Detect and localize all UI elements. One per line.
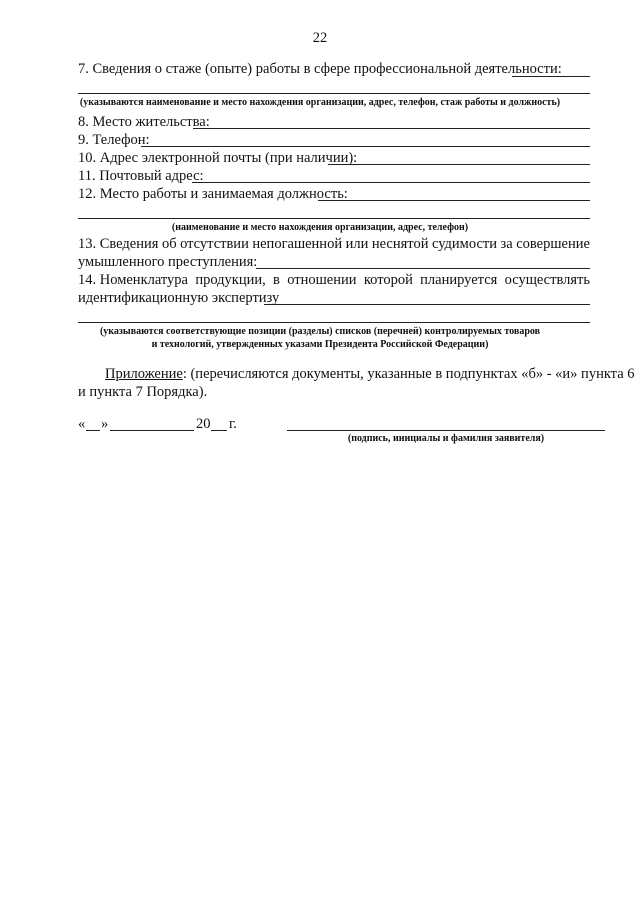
item-14-word: в [273, 272, 280, 288]
signature-field[interactable] [287, 430, 605, 431]
item-12-field-line-2[interactable] [78, 218, 590, 219]
appendix-line-2: и пункта 7 Порядка). [78, 384, 208, 400]
item-14-hint-2: и технологий, утвержденных указами Президента Российской Федерации) [151, 339, 489, 350]
year-prefix: 20 [196, 416, 211, 432]
item-12-field[interactable] [318, 200, 590, 201]
item-14-field[interactable] [264, 304, 590, 305]
item-7-hint: (указываются наименование и место нахождения организации, адрес, телефон, стаж работы и должность) [79, 97, 561, 108]
item-13-word: отсутствии [180, 236, 249, 252]
item-13-word: совершение [516, 236, 590, 252]
appendix-label: Приложение [105, 366, 183, 382]
item-14-word: осуществлять [504, 272, 590, 288]
item-13-word: неснятой [371, 236, 429, 252]
item-14-word: планируется [420, 272, 498, 288]
appendix-text: : (перечисляются документы, указанные в подпунктах «б» - «и» пункта 6 [182, 366, 635, 382]
page-number: 22 [312, 30, 328, 46]
item-7-field-line-2[interactable] [78, 93, 590, 94]
item-14-word: отношении [287, 272, 357, 288]
item-8-label: 8. Место жительства: [78, 114, 210, 130]
item-12-hint: (наименование и место нахождения организации, адрес, телефон) [171, 222, 469, 233]
item-14-line-2: идентификационную экспертизу [78, 290, 280, 306]
item-7-field[interactable] [512, 76, 590, 77]
item-12-label: 12. Место работы и занимаемая должность: [78, 186, 348, 202]
date-day-field[interactable] [86, 430, 100, 431]
date-year-field[interactable] [211, 430, 227, 431]
item-14-word: продукции, [195, 272, 266, 288]
item-13-word: судимости [431, 236, 498, 252]
item-13-word: или [345, 236, 369, 252]
date-month-field[interactable] [110, 430, 194, 431]
item-13-line-2: умышленного преступления: [78, 254, 258, 270]
year-suffix: г. [229, 416, 237, 432]
item-9-label: 9. Телефон: [78, 132, 150, 148]
item-13-field[interactable] [256, 268, 590, 269]
item-13-word: об [161, 236, 177, 252]
item-9-field[interactable] [141, 146, 590, 147]
item-14-word: которой [363, 272, 413, 288]
date-close-quote: » [101, 416, 109, 432]
signature-hint: (подпись, инициалы и фамилия заявителя) [347, 433, 545, 444]
item-14-field-line-2[interactable] [78, 322, 590, 323]
item-13-word: непогашенной [252, 236, 343, 252]
item-13-word: 13. Сведения [78, 236, 159, 252]
item-10-field[interactable] [328, 164, 590, 165]
item-14-line-1 [78, 272, 590, 288]
item-13-line-1 [78, 236, 590, 252]
item-14-word: 14. Номенклатура [78, 272, 188, 288]
item-13-word: за [500, 236, 513, 252]
item-14-hint-1: (указываются соответствующие позиции (разделы) списков (перечней) контролируемых товаров [99, 326, 541, 337]
date-open-quote: « [78, 416, 86, 432]
item-11-field[interactable] [192, 182, 590, 183]
item-11-label: 11. Почтовый адрес: [78, 168, 204, 184]
item-7-label: 7. Сведения о стаже (опыте) работы в сфере профессиональной деятельности: [78, 61, 562, 77]
item-10-label: 10. Адрес электронной почты (при наличии): [78, 150, 358, 166]
appendix-line-1 [105, 366, 635, 382]
item-8-field[interactable] [193, 128, 590, 129]
